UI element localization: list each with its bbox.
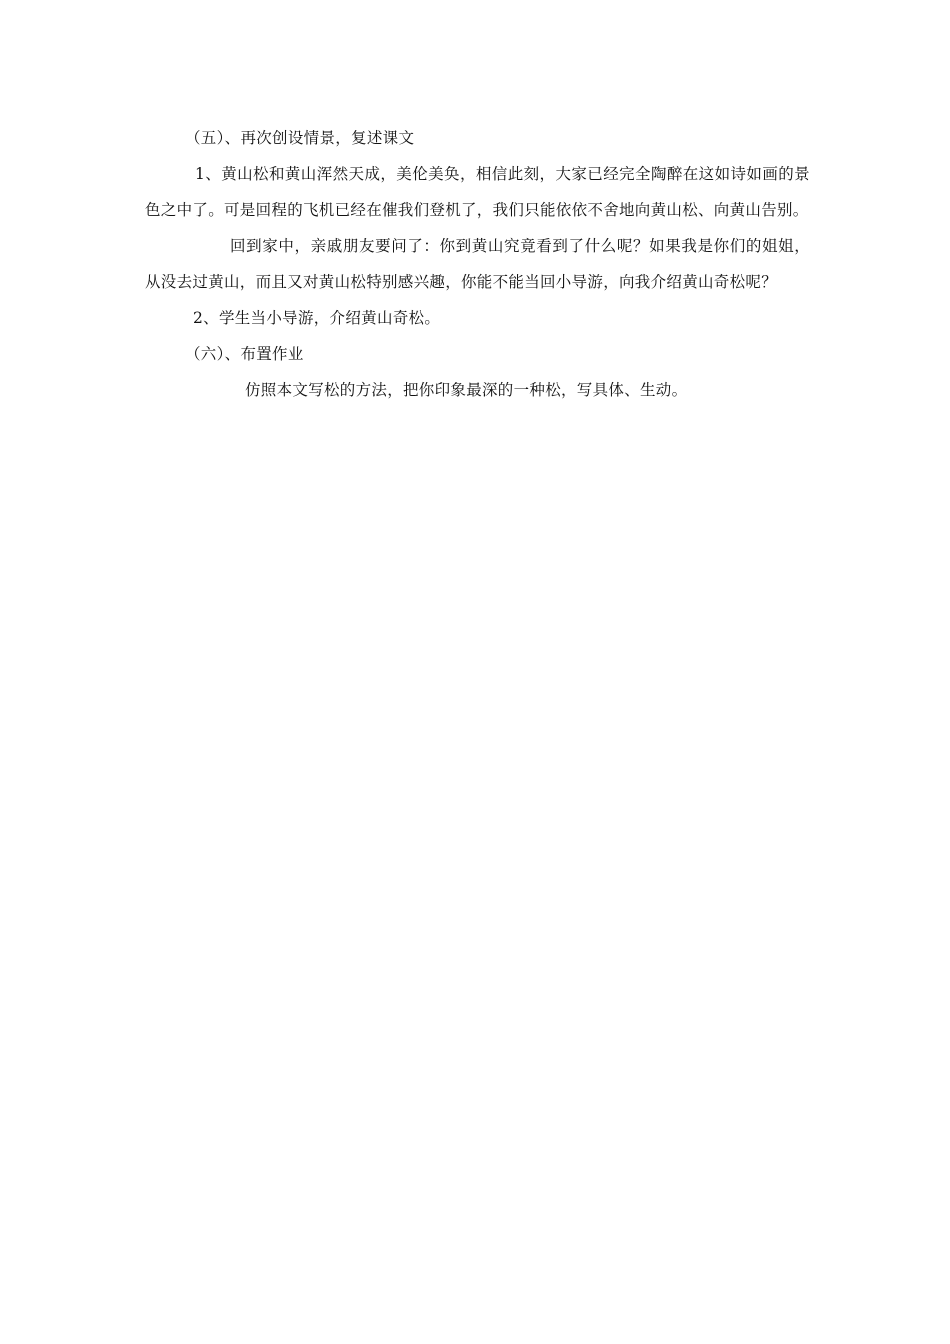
paragraph-farewell: 1、黄山松和黄山浑然天成，美伦美奂，相信此刻，大家已经完全陶醉在这如诗如画的景色之中了。可是回程的飞机已经在催我们登机了，我们只能依依不舍地向黄山松、向黄山告别。	[145, 165, 810, 219]
paragraph-homework: 仿照本文写松的方法，把你印象最深的一种松，写具体、生动。	[245, 381, 688, 399]
paragraph-student-guide: 2、学生当小导游，介绍黄山奇松。	[193, 309, 441, 327]
paragraph-tour-guide-question: 回到家中，亲戚朋友要问了：你到黄山究竟看到了什么呢？如果我是你们的姐姐，从没去过黄山，而且又对黄山松特别感兴趣，你能不能当回小导游，向我介绍黄山奇松呢？	[145, 237, 810, 291]
section-heading-five: （五）、再次创设情景，复述课文	[185, 129, 415, 147]
document-body	[145, 120, 810, 408]
section-heading-six: （六）、布置作业	[185, 345, 304, 363]
